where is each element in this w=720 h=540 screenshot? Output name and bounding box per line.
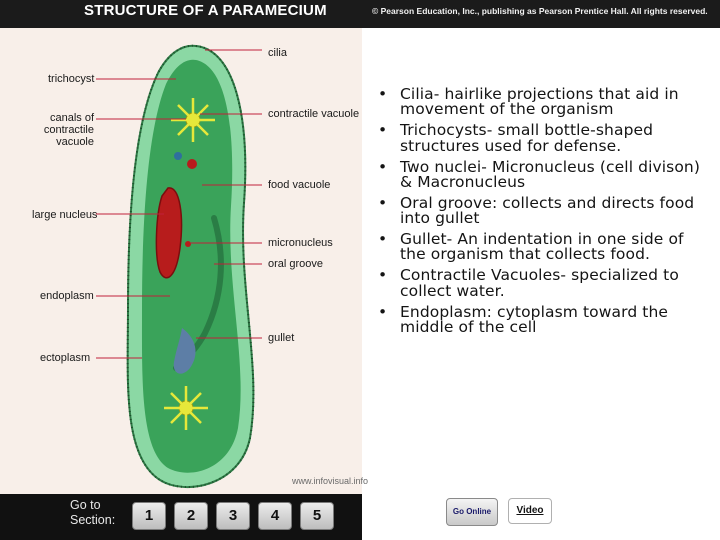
fact-item (378, 302, 708, 336)
nav-dark-panel (0, 494, 362, 540)
fact-item (378, 193, 708, 228)
section-5-button[interactable]: 5 (300, 502, 334, 530)
label-gullet: gullet (268, 332, 295, 344)
fact-text: Cilia- hairlike projections that aid in movement of the organism (400, 85, 679, 119)
bullet-dot: • (378, 121, 388, 140)
food-vacuole-shape (187, 159, 197, 169)
bullet-dot: • (378, 302, 388, 321)
label-cilia: cilia (268, 47, 287, 59)
section-nav-bar (0, 494, 720, 540)
label-trichocyst: trichocyst (48, 73, 95, 85)
bullet-dot: • (378, 85, 388, 103)
label-micronucleus: micronucleus (268, 237, 333, 249)
paramecium-diagram (0, 28, 369, 494)
section-2-button[interactable]: 2 (174, 502, 208, 530)
section-1-button[interactable]: 1 (132, 502, 166, 530)
facts-list (378, 87, 708, 341)
fact-item (378, 232, 708, 263)
section-4-button[interactable]: 4 (258, 502, 292, 530)
fact-text: Oral groove: collects and directs food into gullet (400, 193, 695, 228)
fact-text: Two nuclei- Micronucleus (cell divison) & Macronucleus (400, 157, 700, 191)
fact-item (378, 87, 708, 118)
food-vacuole-shape-2 (174, 152, 182, 160)
fact-item (378, 123, 708, 154)
micronucleus-shape (185, 241, 191, 247)
fact-text: Endoplasm: cytoplasm toward the middle of the cell (400, 302, 669, 336)
goto-section-label: Go to Section: (70, 498, 116, 527)
bullet-dot: • (378, 230, 388, 249)
bullet-dot: • (378, 157, 388, 176)
label-canals-contractile-vacuole: canals of contractile vacuole (43, 112, 94, 148)
bullet-dot: • (378, 193, 388, 212)
fact-text: Trichocysts- small bottle-shaped structures used for defense. (400, 121, 654, 155)
fact-text: Contractile Vacuoles- specialized to collect water. (400, 266, 679, 300)
section-3-button[interactable]: 3 (216, 502, 250, 530)
label-contractile-vacuole: contractile vacuole (268, 108, 360, 120)
go-online-button[interactable]: Go Online (446, 498, 498, 526)
diagram-title: STRUCTURE OF A PARAMECIUM (84, 2, 327, 19)
copyright-notice: © Pearson Education, Inc., publishing as Pearson Prentice Hall. All rights reserved. (372, 6, 708, 16)
label-ectoplasm: ectoplasm (40, 352, 91, 364)
fact-item (378, 268, 708, 299)
label-oral-groove: oral groove (268, 258, 324, 270)
label-endoplasm: endoplasm (40, 290, 94, 302)
video-button[interactable]: Video (508, 498, 552, 524)
label-large-nucleus: large nucleus (32, 209, 98, 221)
bullet-dot: • (378, 266, 388, 285)
watermark: www.infovisual.info (292, 476, 369, 486)
fact-item (378, 157, 708, 191)
label-food-vacuole: food vacuole (268, 179, 331, 191)
fact-text: Gullet- An indentation in one side of the organism that collects food. (400, 230, 684, 264)
top-banner (0, 0, 720, 28)
